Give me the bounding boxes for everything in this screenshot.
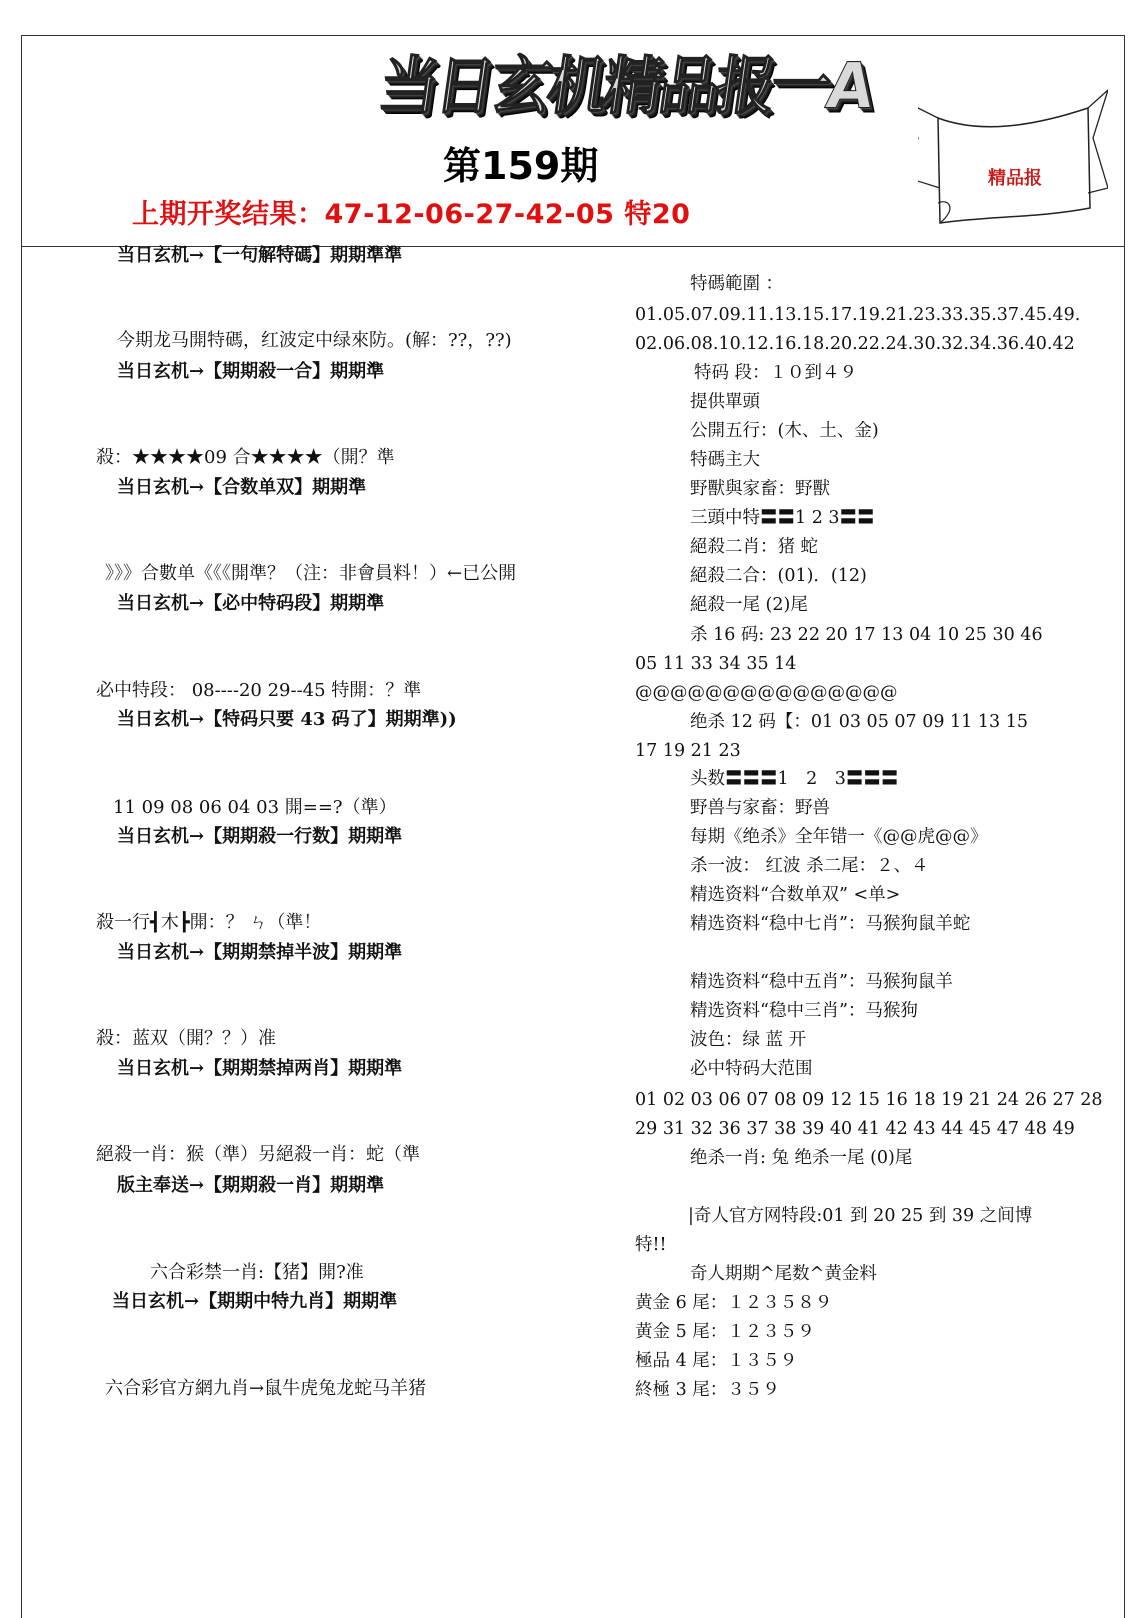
info-line: 公開五行：(木、土、金)	[690, 421, 879, 441]
section-heading: 当日玄机→【期期殺一行数】期期準	[117, 826, 403, 847]
info-line: 05 11 33 34 35 14	[635, 654, 797, 674]
section-heading: 当日玄机→【特码只要 43 码了】期期準))	[117, 709, 457, 730]
section-heading: 当日玄机→【合数单双】期期準	[117, 477, 367, 498]
info-line: 精选资料“稳中五肖”：马猴狗鼠羊	[690, 972, 953, 992]
info-line: 01.05.07.09.11.13.15.17.19.21.23.33.35.37.45.49.	[635, 305, 1081, 325]
info-line: 絕殺一尾 (2)尾	[690, 595, 808, 615]
info-line: 头数〓〓〓1 2 3〓〓〓	[690, 769, 899, 789]
section-body: 殺：蓝双（開？？）准	[96, 1028, 276, 1049]
info-line: 野獸與家畜：野獸	[690, 479, 830, 499]
info-line: 29 31 32 36 37 38 39 40 41 42 43 44 45 47 48 49	[635, 1119, 1075, 1139]
info-line: 杀一波： 红波 杀二尾：２、４	[690, 856, 929, 876]
info-line: 必中特码大范围	[690, 1059, 813, 1079]
info-line: 01 02 03 06 07 08 09 12 15 16 18 19 21 24 26 27 28	[635, 1090, 1103, 1110]
info-line: 黄金 6 尾：１２３５８９	[635, 1293, 833, 1313]
badge-label: 精品报	[988, 168, 1042, 189]
info-line: 特!!	[635, 1235, 667, 1255]
section-heading: 当日玄机→【必中特码段】期期準	[117, 593, 385, 614]
info-line: 終極 3 尾：３５９	[635, 1380, 780, 1400]
section-heading: 当日玄机→【期期殺一合】期期準	[117, 361, 385, 382]
info-line: 杀 16 码: 23 22 20 17 13 04 10 25 30 46	[690, 625, 1043, 645]
info-line: 绝杀 12 码【：01 03 05 07 09 11 13 15	[690, 712, 1028, 732]
info-line: 絕殺二肖：猪 蛇	[690, 537, 819, 557]
info-line: 特碼主大	[690, 450, 760, 470]
banner-title: 当日玄机精品报一A	[374, 49, 875, 123]
section-body: 六合彩官方網九肖→鼠牛虎兔龙蛇马羊猪	[105, 1378, 427, 1399]
info-line: 黄金 5 尾：１２３５９	[635, 1322, 815, 1342]
section-heading: 当日玄机→【一句解特碼】期期準準	[117, 245, 403, 266]
section-heading: 版主奉送→【期期殺一肖】期期準	[117, 1175, 385, 1196]
issue-number: 第159期	[443, 144, 599, 188]
info-line: 絕殺二合：(01)．(12)	[690, 566, 867, 586]
section-body: 殺：★★★★09 合★★★★（開？準	[96, 447, 395, 468]
info-line: 精选资料“合数单双” <单>	[690, 885, 901, 905]
section-heading: 当日玄机→【期期禁掉两肖】期期準	[117, 1058, 403, 1079]
info-line: 绝杀一肖: 兔 绝杀一尾 (0)尾	[690, 1148, 913, 1168]
info-line: 17 19 21 23	[635, 741, 741, 761]
section-body: 》》》合數单《《《開準？（注：非會員料！）←已公開	[105, 563, 517, 584]
info-line: |奇人官方网特段:01 到 20 25 到 39 之间博	[688, 1206, 1033, 1226]
info-line: 奇人期期^尾数^黄金料	[690, 1264, 877, 1284]
section-body: 絕殺一肖：猴（準）另絕殺一肖：蛇（準	[96, 1144, 420, 1165]
info-line: 提供單頭	[690, 392, 760, 412]
info-line: 三頭中特〓〓1 2 3〓〓	[690, 508, 875, 528]
scroll-badge-icon	[918, 88, 1108, 230]
info-line: 02.06.08.10.12.16.18.20.22.24.30.32.34.36.40.42	[635, 334, 1075, 354]
info-line: 精选资料“稳中七肖”：马猴狗鼠羊蛇	[690, 914, 971, 934]
section-heading: 当日玄机→【期期禁掉半波】期期準	[117, 942, 403, 963]
info-line: 每期《绝杀》全年错一《@@虎@@》	[690, 827, 988, 847]
section-body: 必中特段： 08----20 29--45 特開：？準	[96, 680, 422, 701]
section-body: 殺一行┫木┣開：？ ㄣ（準！	[96, 912, 322, 933]
section-heading: 当日玄机→【期期中特九肖】期期準	[112, 1291, 398, 1312]
last-draw-result: 上期开奖结果：47-12-06-27-42-05 特20	[132, 199, 691, 230]
section-body: 11 09 08 06 04 03 開==?（準）	[113, 797, 397, 818]
info-line: 特碼範圍 ：	[690, 274, 784, 294]
info-line: 極品 4 尾：１３５９	[635, 1351, 798, 1371]
section-body: 六合彩禁一肖:【猪】開?准	[150, 1262, 364, 1283]
info-line: 野兽与家畜：野兽	[690, 798, 830, 818]
info-line: 特码 段：１０到４９	[694, 363, 858, 383]
section-body: 今期龙马開特碼，红波定中绿來防。(解：??，??)	[117, 330, 512, 351]
info-line: @@@@@@@@@@@@@@@	[635, 683, 898, 703]
info-line: 波色：绿 蓝 开	[690, 1030, 807, 1050]
info-line: 精选资料“稳中三肖”：马猴狗	[690, 1001, 918, 1021]
